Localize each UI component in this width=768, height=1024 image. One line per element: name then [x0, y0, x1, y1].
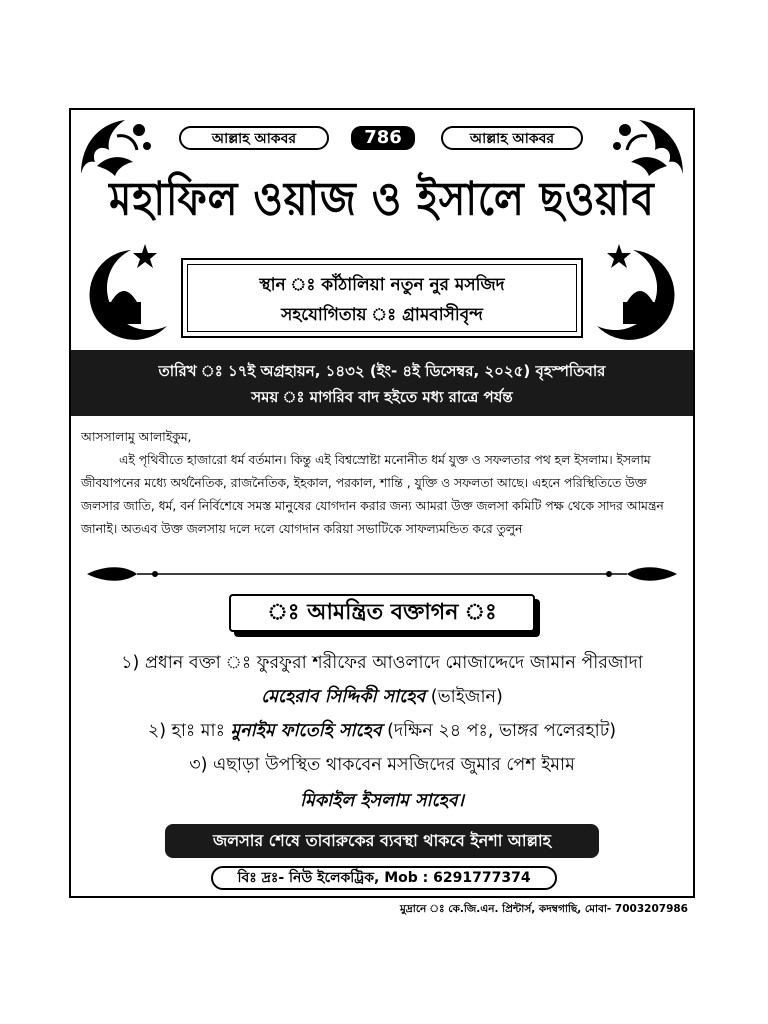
printer-credit: মুদ্রানে ঃ কে.জি.এন. প্রিন্টার্স, কদম্বগাছি, মোবা- 7003207986 [399, 903, 688, 915]
schedule-band [71, 350, 693, 416]
allahu-akbar-right-badge: আল্লাহ আকবর [441, 126, 583, 150]
speaker-2-line [71, 718, 693, 747]
speaker-2-prefix: ২) হাঃ মাঃ [147, 721, 231, 741]
venue-place: স্থান ঃ কাঁঠালিয়া নতুন নুর মসজিদ [259, 275, 505, 295]
speaker-1-name-line [71, 684, 693, 713]
allahu-akbar-left-badge: আল্লাহ আকবর [179, 126, 329, 150]
crescent-star-mosque-icon [81, 240, 171, 340]
event-date: তারিখ ঃ ১৭ই অগ্রহায়ন, ১৪৩২ (ইং- ৪ই ডিসেম্বর, ২০২৫) বৃহস্পতিবার [158, 362, 606, 380]
speaker-2-name: মুনাইম ফাতেহি সাহেব [230, 721, 382, 741]
speaker-1-line: ১) প্রধান বক্তা ঃ ফুরফুরা শরীফের আওলাদে মোজাদ্দেদে জামান পীরজাদা [121, 653, 643, 673]
scroll-divider-icon [85, 563, 679, 585]
crescent-star-mosque-icon [593, 240, 683, 340]
speaker-1-alias: (ভাইজান) [425, 687, 503, 707]
event-time: সময় ঃ মাগরিব বাদ হইতে মধ্য রাত্রে পর্যন্ত [251, 388, 513, 406]
venue-box [181, 258, 583, 338]
speaker-2-location: (দক্ষিন ২৪ পঃ, ভাঙ্গর পলেরহাট) [381, 721, 617, 741]
speaker-3-name: মিকাইল ইসলাম সাহেব। [300, 791, 464, 811]
number-786-badge: 786 [351, 126, 415, 150]
poster-title: মহাফিল ওয়াজ ও ইসালে ছওয়াব [109, 172, 655, 227]
poster [69, 108, 695, 898]
contact-badge: বিঃ দ্রঃ- নিউ ইলেকট্রিক, Mob : 6291777374 [211, 866, 557, 890]
tabaruk-banner: জলসার শেষে তাবারুকের ব্যবস্থা থাকবে ইনশা আল্লাহ [165, 824, 599, 858]
venue-cooperation: সহযোগিতায় ঃ গ্রামবাসীবৃন্দ [281, 305, 483, 325]
speaker-3-name-line [71, 788, 693, 817]
speaker-3-line: ৩) এছাড়া উপস্থিত থাকবেন মসজিদের জুমার পেশ ইমাম [189, 755, 575, 775]
speakers-heading: ঃ আমন্ত্রিত বক্তাগন ঃ [229, 594, 535, 632]
greeting: আসসালামু আলাইকুম, [81, 430, 192, 444]
message-body: এই পৃথিবীতে হাজারো ধর্ম বর্তমান। কিন্তু এই বিশ্বস্রোষ্টা মনোনীত ধর্ম যুক্ত ও সফলতার পথ হল ইসলাম। ইসলাম জীবযাপনের মধ্যে অর্থনৈতিক, রাজনৈতিক, ইহকাল, পরকাল, শান্তি , যুক্তি ও সফলতা আছে। এহনে পরিস্থিতিতে উক্ত জলসার জাতি, ধর্ম, বর্ন নির্বিশেষে সমস্ত মানুষের যোগদান করার জন্য আমরা উক্ত জলসা কমিটি পক্ষ থেকে সাদর আমন্ত্রন জানাই। অতএব উক্ত জলসায় দলে দলে যোগদান করিয়া সভাটিকে সাফল্যমন্ডিত করে তুলুন [81, 453, 664, 536]
speaker-1-name: মেহেরাব সিদ্দিকী সাহেব [261, 687, 426, 707]
invitation-message [81, 426, 683, 541]
